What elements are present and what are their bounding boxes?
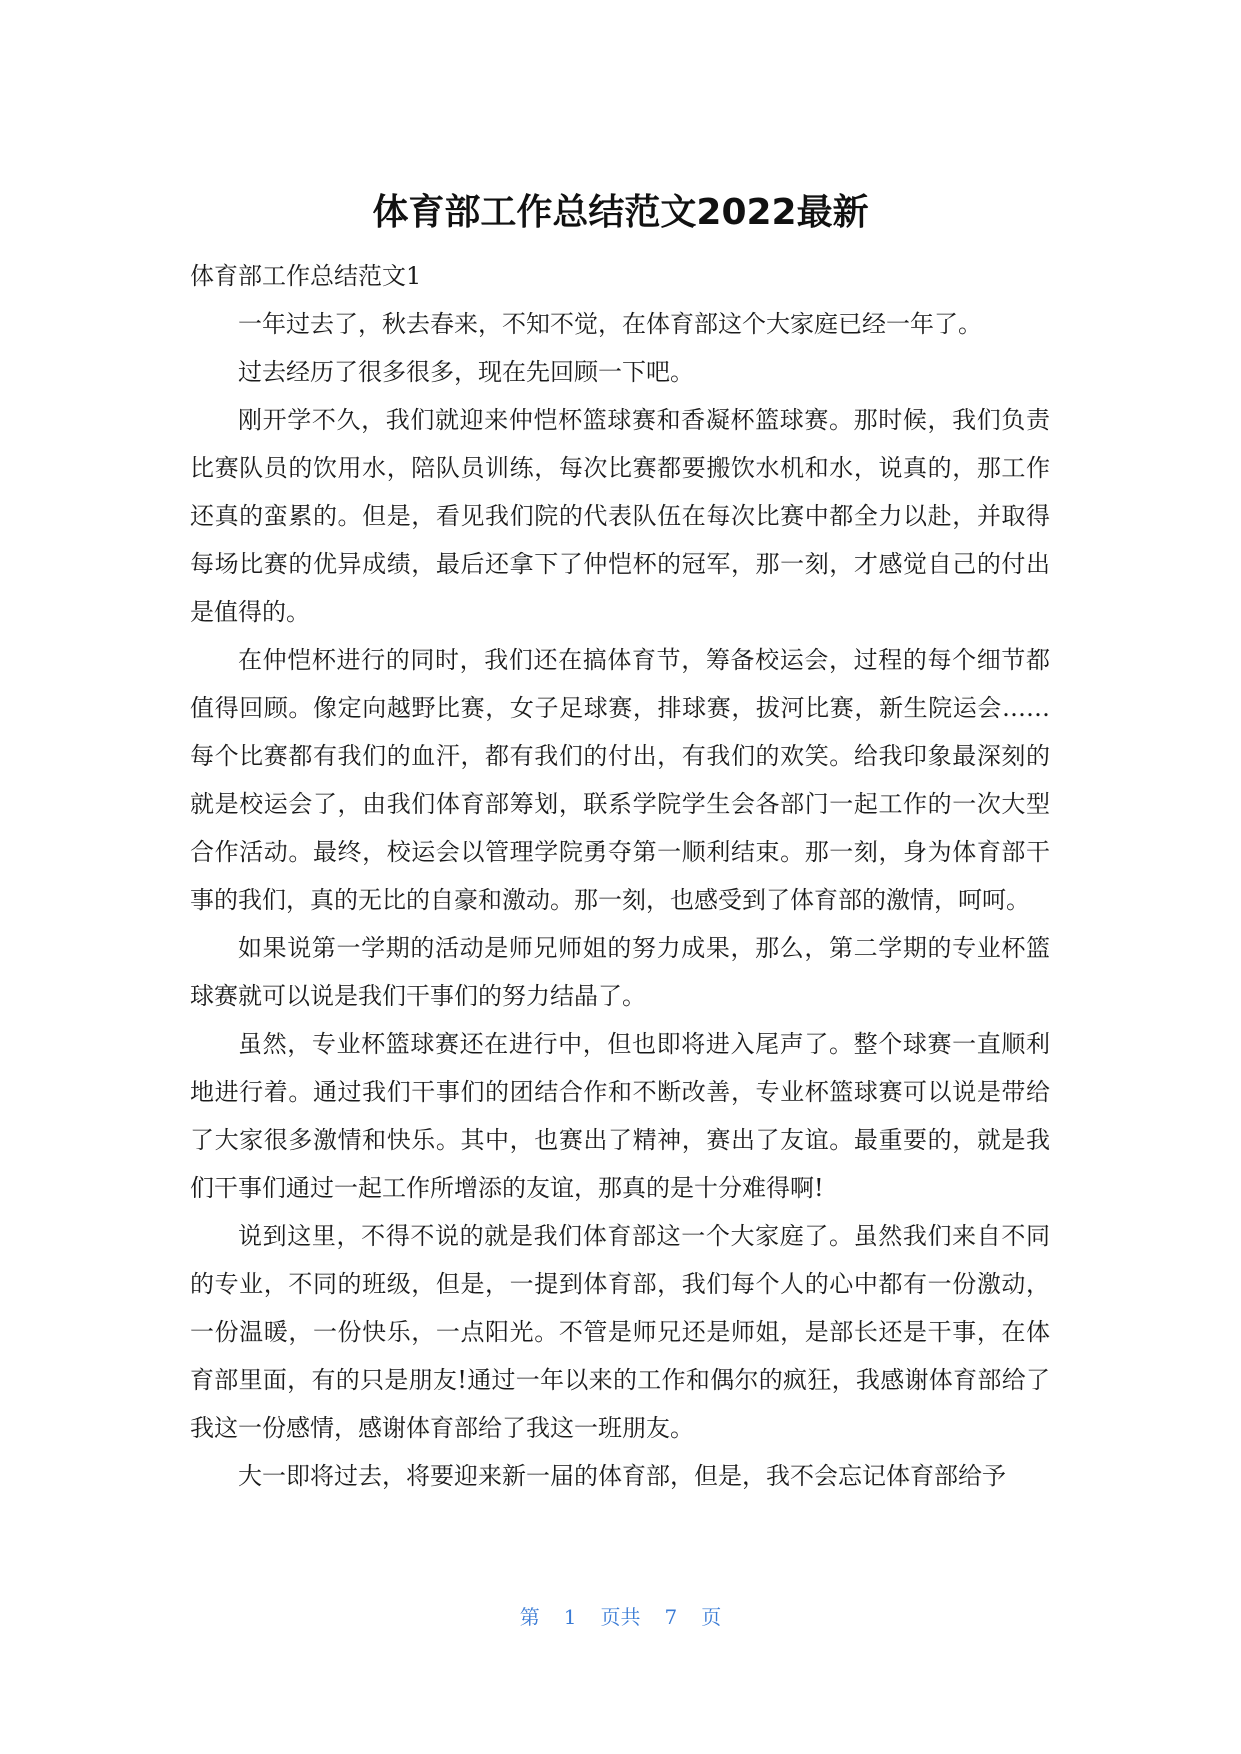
page-footer: [0, 1602, 1241, 1632]
current-page-number: 1: [563, 1605, 577, 1629]
paragraph-6: 虽然，专业杯篮球赛还在进行中，但也即将进入尾声了。整个球赛一直顺利地进行着。通过我们干事们的团结合作和不断改善，专业杯篮球赛可以说是带给了大家很多激情和快乐。其中，也赛出了精神，赛出了友谊。最重要的，就是我们干事们通过一起工作所增添的友谊，那真的是十分难得啊!: [190, 1030, 1050, 1202]
paragraph-2: 过去经历了很多很多，现在先回顾一下吧。: [238, 358, 694, 386]
section-heading: 体育部工作总结范文1: [190, 262, 422, 290]
footer-mid: 页共: [600, 1605, 641, 1629]
document-body: [190, 252, 1050, 1500]
paragraph-4: 在仲恺杯进行的同时，我们还在搞体育节，筹备校运会，过程的每个细节都值得回顾。像定向越野比赛，女子足球赛，排球赛，拔河比赛，新生院运会……每个比赛都有我们的血汗，都有我们的付出，有我们的欢笑。给我印象最深刻的就是校运会了，由我们体育部筹划，联系学院学生会各部门一起工作的一次大型合作活动。最终，校运会以管理学院勇夺第一顺利结束。那一刻，身为体育部干事的我们，真的无比的自豪和激动。那一刻，也感受到了体育部的激情，呵呵。: [190, 646, 1050, 914]
paragraph-7: 说到这里，不得不说的就是我们体育部这一个大家庭了。虽然我们来自不同的专业，不同的班级，但是，一提到体育部，我们每个人的心中都有一份激动，一份温暖，一份快乐，一点阳光。不管是师兄还是师姐，是部长还是干事，在体育部里面，有的只是朋友!通过一年以来的工作和偶尔的疯狂，我感谢体育部给了我这一份感情，感谢体育部给了我这一班朋友。: [190, 1222, 1050, 1442]
footer-prefix: 第: [519, 1605, 540, 1629]
paragraph-1: 一年过去了，秋去春来，不知不觉，在体育部这个大家庭已经一年了。: [238, 310, 982, 338]
paragraph-8: 大一即将过去，将要迎来新一届的体育部，但是，我不会忘记体育部给予: [238, 1462, 1006, 1490]
total-pages-number: 7: [664, 1605, 678, 1629]
paragraph-3: 刚开学不久，我们就迎来仲恺杯篮球赛和香凝杯篮球赛。那时候，我们负责比赛队员的饮用水，陪队员训练，每次比赛都要搬饮水机和水，说真的，那工作还真的蛮累的。但是，看见我们院的代表队伍在每次比赛中都全力以赴，并取得每场比赛的优异成绩，最后还拿下了仲恺杯的冠军，那一刻，才感觉自己的付出是值得的。: [190, 406, 1050, 626]
document-title: 体育部工作总结范文2022最新: [372, 192, 869, 233]
footer-suffix: 页: [701, 1605, 722, 1629]
paragraph-5: 如果说第一学期的活动是师兄师姐的努力成果，那么，第二学期的专业杯篮球赛就可以说是我们干事们的努力结晶了。: [190, 934, 1050, 1010]
